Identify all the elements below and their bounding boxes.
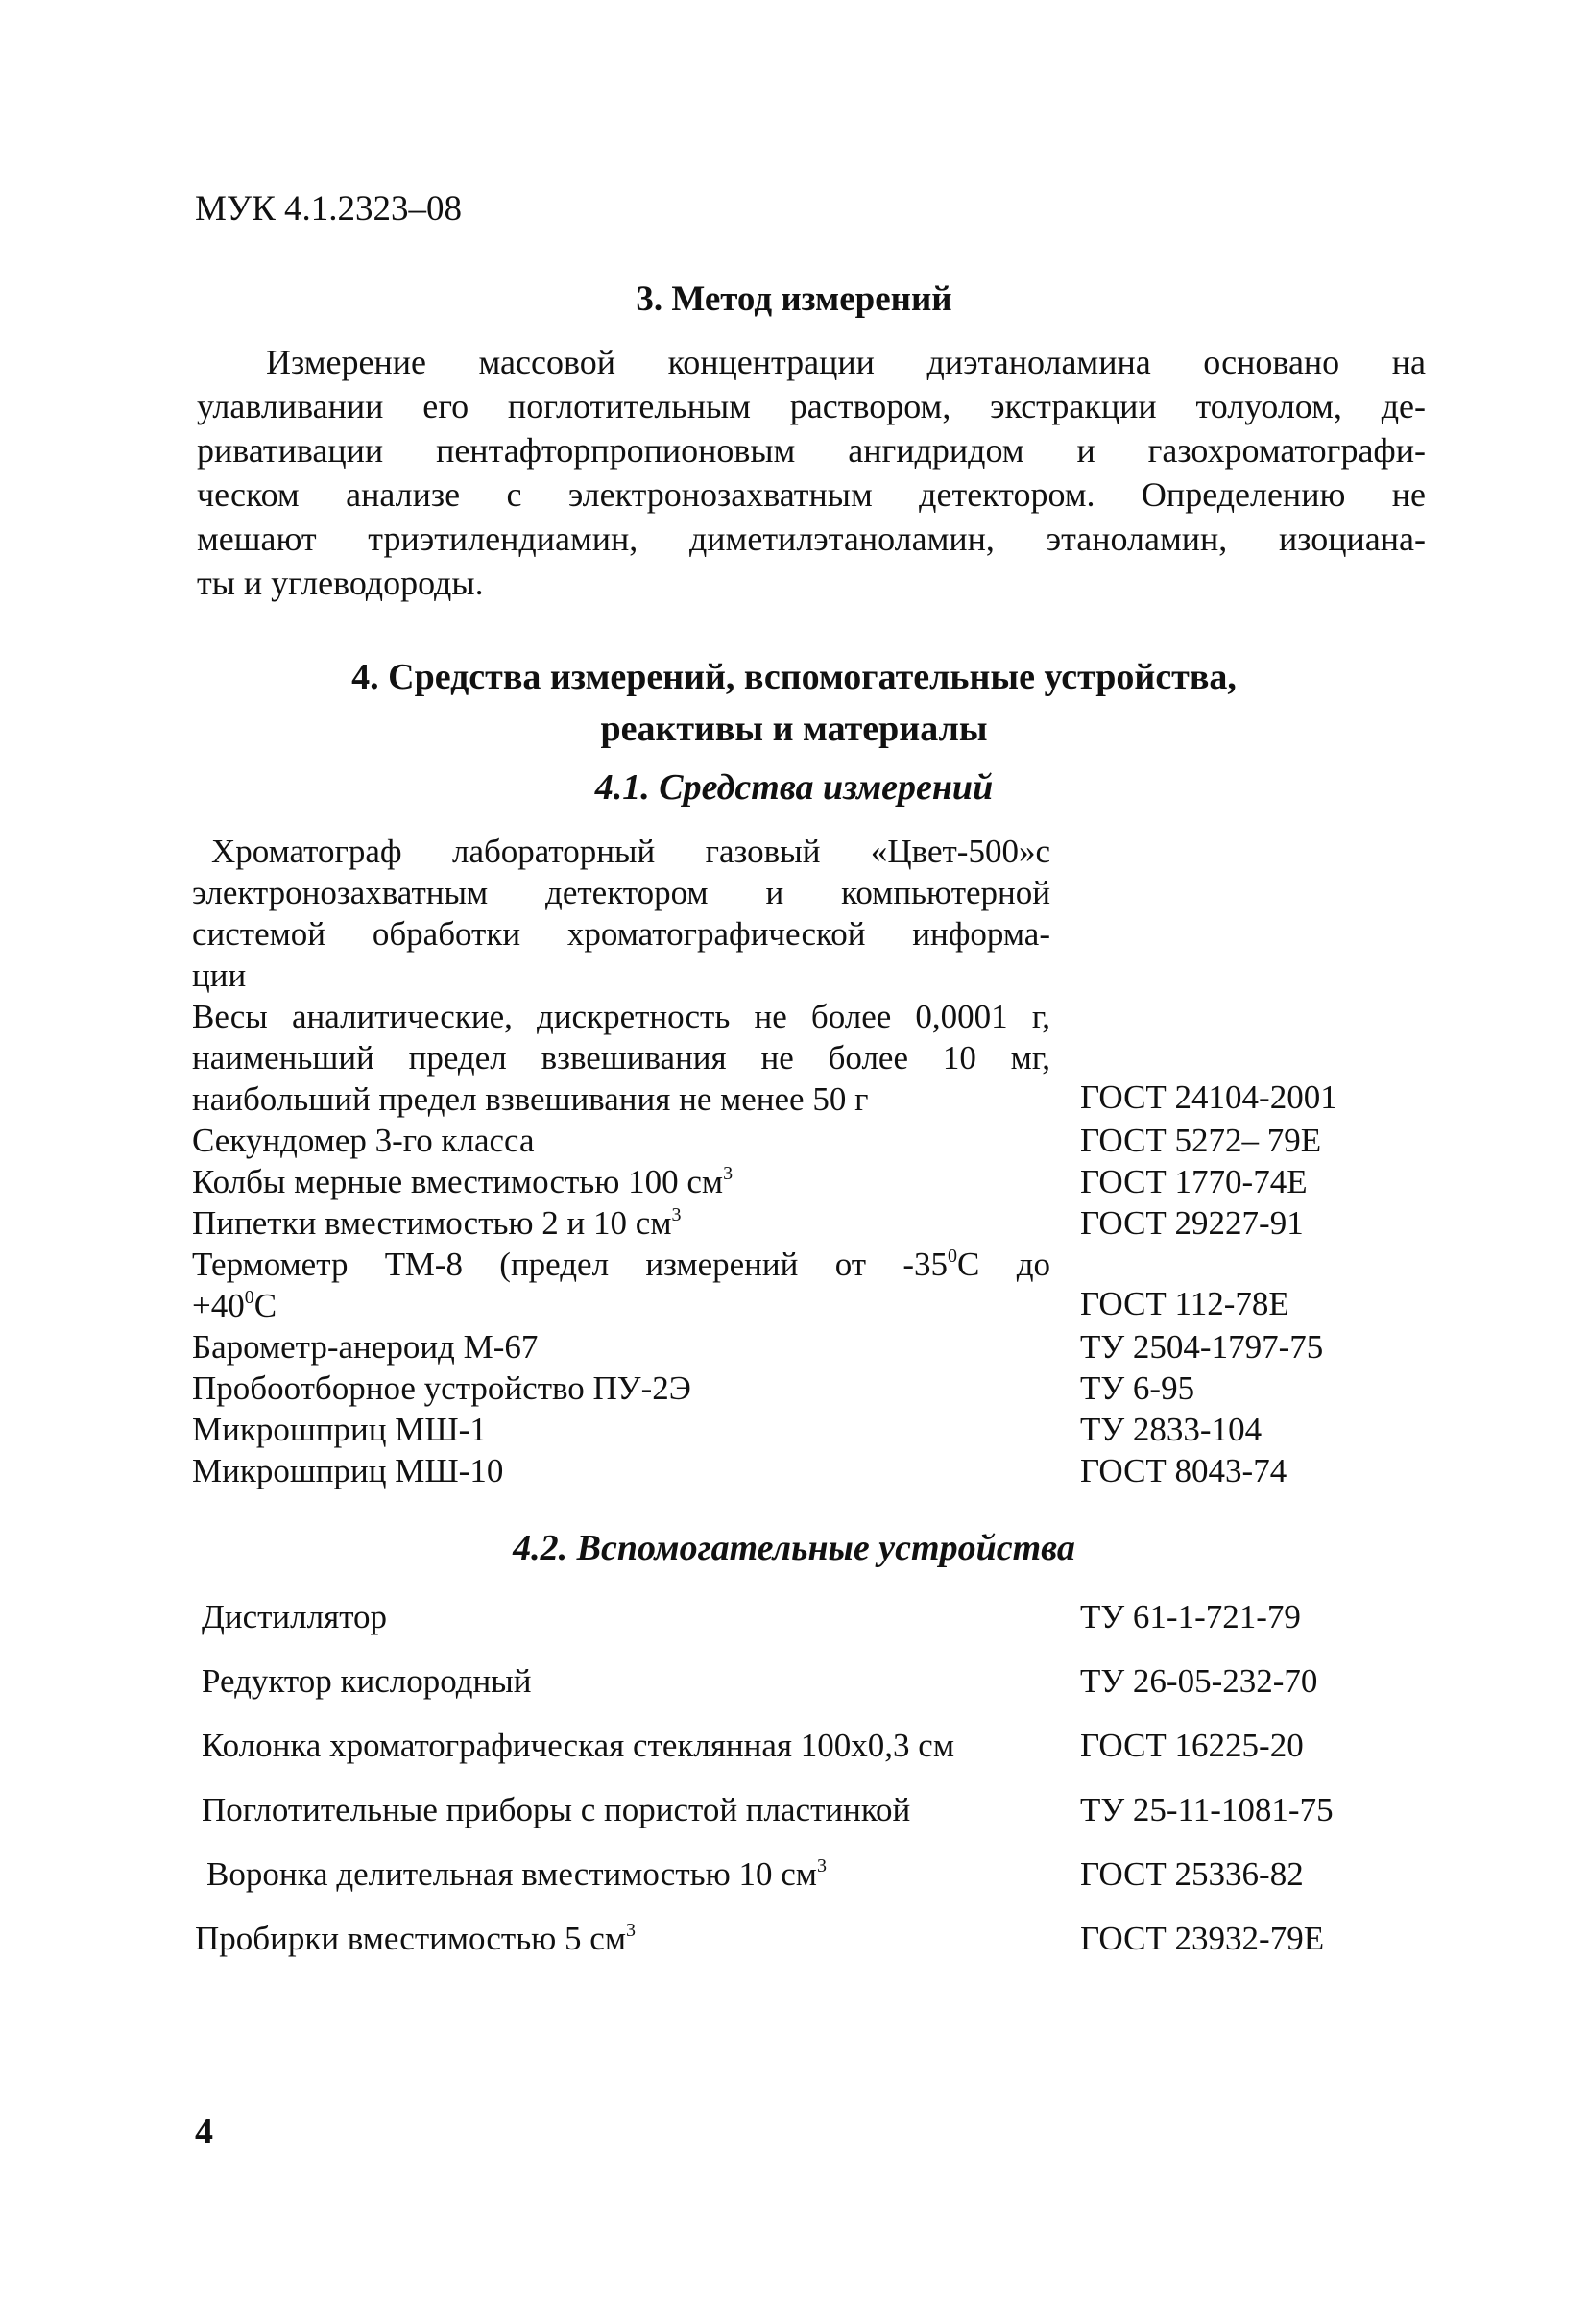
device-name xyxy=(195,1920,636,1958)
device-standard: ТУ 61-1-721-79 xyxy=(1080,1598,1301,1635)
text-part: С до xyxy=(957,1246,1050,1283)
superscript: 0 xyxy=(244,1287,254,1308)
superscript: 3 xyxy=(625,1920,636,1941)
instrument-standard: ГОСТ 29227-91 xyxy=(1080,1204,1304,1242)
superscript: 3 xyxy=(671,1204,682,1225)
device-standard: ГОСТ 25336-82 xyxy=(1080,1855,1304,1893)
scales-description xyxy=(192,996,1050,1120)
device-name xyxy=(202,1662,532,1701)
section-3-paragraph xyxy=(197,340,1426,605)
section-4-1-title: 4.1. Средства измерений xyxy=(594,767,994,808)
text-line: Хроматограф лабораторный газовый «Цвет-500»с xyxy=(211,833,1050,870)
instrument-name-text: Пипетки вместимостью 2 и 10 см xyxy=(192,1204,672,1242)
device-name-text: Редуктор кислородный xyxy=(202,1662,532,1700)
device-name-text: Пробирки вместимостью 5 см xyxy=(195,1920,626,1957)
text-line xyxy=(192,1285,1050,1326)
instrument-name xyxy=(192,1161,1047,1202)
section-4-title-line1: 4. Средства измерений, вспомогательные устройства, xyxy=(351,657,1237,697)
instrument-standard: ГОСТ 8043-74 xyxy=(1080,1452,1287,1489)
instrument-standard: ГОСТ 1770-74Е xyxy=(1080,1163,1308,1200)
text-line: электронозахватным детектором и компьютерной xyxy=(192,874,1050,911)
paragraph-line: ривативации пентафторпропионовым ангидридом и газохроматографи- xyxy=(197,431,1426,470)
device-standard: ТУ 25-11-1081-75 xyxy=(1080,1791,1334,1828)
device-name-text: Воронка делительная вместимостью 10 см xyxy=(206,1855,817,1893)
instrument-name: Микрошприц МШ-10 xyxy=(192,1452,504,1489)
instrument-standard: ТУ 6-95 xyxy=(1080,1369,1195,1407)
device-name-text: Дистиллятор xyxy=(202,1598,388,1635)
paragraph-line: ческом анализе с электронозахватным детектором. Определению не xyxy=(197,475,1426,514)
paragraph-line: Измерение массовой концентрации диэтаноламина основано на xyxy=(266,343,1426,381)
instrument-name: Пробоотборное устройство ПУ-2Э xyxy=(192,1369,691,1407)
paragraph-line: ты и углеводороды. xyxy=(197,564,484,602)
section-4-title-line2: реактивы и материалы xyxy=(600,709,988,749)
text-line: ции xyxy=(192,956,247,994)
device-name xyxy=(206,1855,827,1894)
paragraph-line: улавливании его поглотительным раствором, экстракции толуолом, де- xyxy=(197,387,1426,425)
device-standard: ГОСТ 16225-20 xyxy=(1080,1727,1304,1764)
text-line: Весы аналитические, дискретность не более 0,0001 г, xyxy=(192,998,1050,1035)
device-name xyxy=(202,1727,954,1765)
device-standard: ТУ 26-05-232-70 xyxy=(1080,1662,1318,1700)
text-part: +40 xyxy=(192,1287,245,1324)
instrument-name: Секундомер 3-го класса xyxy=(192,1122,535,1159)
scales-standard: ГОСТ 24104-2001 xyxy=(1080,1078,1337,1116)
device-standard: ГОСТ 23932-79Е xyxy=(1080,1920,1325,1957)
instrument-name: Микрошприц МШ-1 xyxy=(192,1411,487,1448)
instrument-standard: ТУ 2833-104 xyxy=(1080,1411,1263,1448)
instrument-standard: ТУ 2504-1797-75 xyxy=(1080,1328,1324,1366)
superscript: 3 xyxy=(723,1163,734,1184)
instrument-standard: ГОСТ 5272– 79Е xyxy=(1080,1122,1322,1159)
text-part: Термометр ТМ-8 (предел измерений от -35 xyxy=(192,1246,949,1283)
superscript: 3 xyxy=(816,1855,827,1876)
section-4-2-title: 4.2. Вспомогательные устройства xyxy=(513,1528,1075,1568)
instrument-name: Барометр-анероид М-67 xyxy=(192,1328,539,1366)
thermometer-description xyxy=(192,1244,1050,1326)
text-line: наименьший предел взвешивания не более 10 мг, xyxy=(192,1039,1050,1077)
device-name xyxy=(202,1598,387,1636)
text-line: наибольший предел взвешивания не менее 50 г xyxy=(192,1080,869,1118)
paragraph-line: мешают триэтилендиамин, диметилэтаноламин, этаноламин, изоциана- xyxy=(197,520,1426,558)
text-line xyxy=(192,1244,1050,1285)
instrument-name-text: Колбы мерные вместимостью 100 см xyxy=(192,1163,724,1200)
chromatograph-description xyxy=(192,831,1050,996)
document-code-header: МУК 4.1.2323–08 xyxy=(195,189,463,229)
text-line: системой обработки хроматографической информа- xyxy=(192,915,1050,953)
section-3-title: 3. Метод измерений xyxy=(636,279,952,319)
instrument-name xyxy=(192,1202,1047,1244)
device-name xyxy=(202,1791,910,1829)
device-name-text: Колонка хроматографическая стеклянная 100х0,3 см xyxy=(202,1727,954,1764)
thermometer-standard: ГОСТ 112-78Е xyxy=(1080,1285,1289,1322)
page-number: 4 xyxy=(195,2112,213,2152)
superscript: 0 xyxy=(948,1246,958,1267)
device-name-text: Поглотительные приборы с пористой пластинкой xyxy=(202,1791,911,1828)
text-part: С xyxy=(253,1287,277,1324)
